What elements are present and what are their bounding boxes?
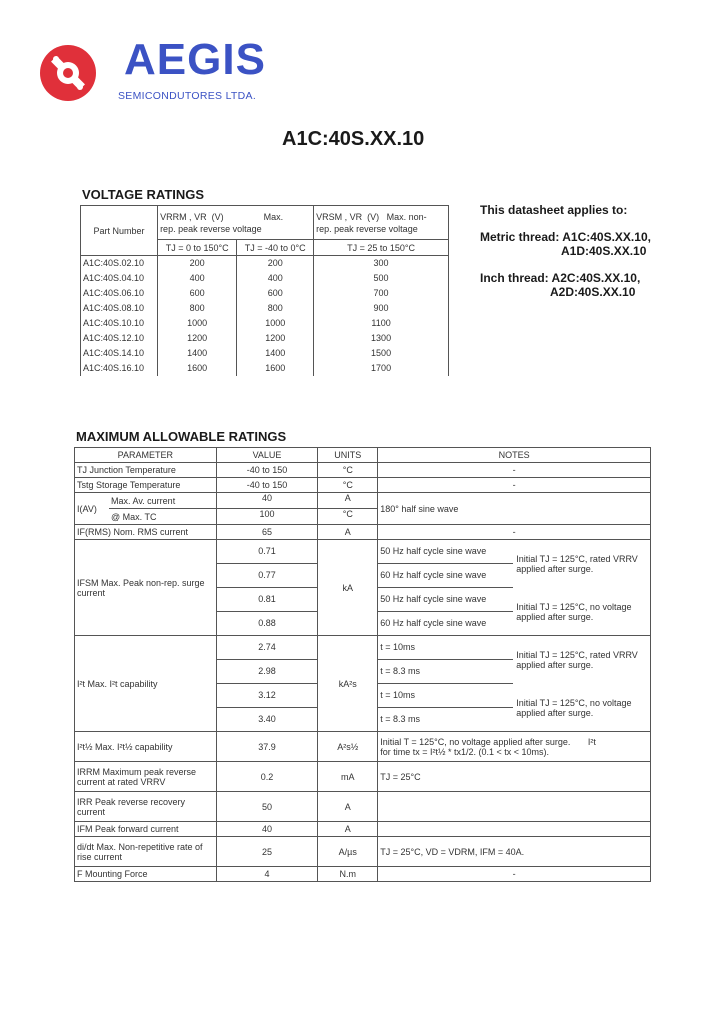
iav-notes: 180° half sine wave <box>378 493 651 525</box>
i2rt-units: A²s½ <box>318 732 378 762</box>
ifsm-note-1: Initial TJ = 125°C, rated VRRV applied after surge. <box>516 554 638 574</box>
irrm-units: mA <box>318 762 378 792</box>
iav-param-2: @ Max. TC <box>111 511 157 522</box>
vrsm-value: 700 <box>314 286 449 301</box>
i2t-cond-4: t = 8.3 ms <box>380 714 420 724</box>
i2t-value-2: 2.98 <box>217 660 318 684</box>
vrrm-value: 1000 <box>158 316 237 331</box>
ifsm-values <box>216 540 318 636</box>
i2t-note-2: Initial TJ = 125°C, no voltage applied after surge. <box>516 697 632 718</box>
vrrm-value: 1600 <box>158 361 237 376</box>
i2t-cond-3: t = 10ms <box>378 684 513 708</box>
header-tj1: TJ = 0 to 150°C <box>158 240 237 256</box>
applies-metric-2: A1D:40S.XX.10 <box>561 244 647 258</box>
applies-inch: Inch thread: A2C:40S.XX.10, <box>480 271 641 285</box>
irr-param: IRR Peak reverse recovery current <box>75 792 217 822</box>
ifsm-value-1: 0.71 <box>217 540 318 564</box>
i2rt-value: 37.9 <box>216 732 318 762</box>
ifsm-cond-2: 60 Hz half cycle sine wave <box>378 564 513 588</box>
vrrm-low-value: 200 <box>237 256 314 271</box>
voltage-row <box>81 256 449 271</box>
force-value: 4 <box>216 867 318 882</box>
vrrm-low-value: 1000 <box>237 316 314 331</box>
vrsm-value: 1700 <box>314 361 449 376</box>
i2t-value-4: 3.40 <box>258 714 276 724</box>
part-number: A1C:40S.16.10 <box>81 361 158 376</box>
max-ratings-title: MAXIMUM ALLOWABLE RATINGS <box>76 429 287 444</box>
brand-name: AEGIS <box>124 35 266 84</box>
header-parameter: PARAMETER <box>75 448 217 463</box>
ifm-units: A <box>318 822 378 837</box>
voltage-row <box>81 346 449 361</box>
irms-units: A <box>318 525 378 540</box>
company-logo <box>40 45 96 101</box>
vrrm-low-value: 600 <box>237 286 314 301</box>
iav-param-1: Max. Av. current <box>109 493 216 509</box>
tj-units: °C <box>318 463 378 478</box>
vrrm-low-value: 400 <box>237 271 314 286</box>
tstg-param: Tstg Storage Temperature <box>75 478 217 493</box>
iav-units-1: A <box>318 493 377 509</box>
header-vrsm <box>314 206 449 240</box>
irrm-notes: TJ = 25°C <box>378 762 651 792</box>
irr-value: 50 <box>216 792 318 822</box>
ifsm-param: IFSM Max. Peak non-rep. surge current <box>75 540 217 636</box>
vrrm-value: 800 <box>158 301 237 316</box>
tj-notes: - <box>378 463 651 478</box>
voltage-ratings-title: VOLTAGE RATINGS <box>82 187 205 202</box>
i2t-cond-1: t = 10ms <box>378 636 513 660</box>
tstg-notes: - <box>378 478 651 493</box>
header-tj2: TJ = -40 to 0°C <box>237 240 314 256</box>
vrsm-value: 900 <box>314 301 449 316</box>
i2t-note-1: Initial TJ = 125°C, rated VRRV applied after surge. <box>516 650 638 670</box>
header-value: VALUE <box>216 448 318 463</box>
vrrm-value: 200 <box>158 256 237 271</box>
didt-notes: TJ = 25°C, VD = VDRM, IFM = 40A. <box>378 837 651 867</box>
irr-notes <box>378 792 651 822</box>
tstg-value: -40 to 150 <box>216 478 318 493</box>
i2t-cond-2: t = 8.3 ms <box>378 660 513 684</box>
header-vrrm-line2: rep. peak reverse voltage <box>160 223 262 234</box>
voltage-row <box>81 331 449 346</box>
part-number: A1C:40S.10.10 <box>81 316 158 331</box>
header-vrrm <box>158 206 314 240</box>
ifsm-cond-3: 50 Hz half cycle sine wave <box>378 588 513 612</box>
vrsm-value: 500 <box>314 271 449 286</box>
document-title: A1C:40S.XX.10 <box>282 128 425 150</box>
ifsm-value-3: 0.81 <box>217 588 318 612</box>
i2t-values <box>216 636 318 732</box>
ifsm-value-2: 0.77 <box>217 564 318 588</box>
part-number: A1C:40S.04.10 <box>81 271 158 286</box>
brand-subtitle: SEMICONDUTORES LTDA. <box>118 90 257 102</box>
vrrm-value: 1400 <box>158 346 237 361</box>
voltage-row <box>81 271 449 286</box>
applies-to-block <box>480 203 651 299</box>
header-vrrm-line1: VRRM , VR (V) Max. <box>160 211 284 222</box>
part-number: A1C:40S.14.10 <box>81 346 158 361</box>
force-notes: - <box>378 867 651 882</box>
ifsm-value-4: 0.88 <box>258 618 276 628</box>
iav-symbol: I(AV) <box>77 503 97 514</box>
didt-param: di/dt Max. Non-repetitive rate of rise current <box>75 837 217 867</box>
irrm-value: 0.2 <box>216 762 318 792</box>
applies-intro: This datasheet applies to: <box>480 203 628 217</box>
max-ratings-table <box>74 447 651 882</box>
iav-value-2: 100 <box>259 509 275 519</box>
header-vrsm-line2: rep. peak reverse voltage <box>316 223 418 234</box>
didt-value: 25 <box>216 837 318 867</box>
i2t-param: I²t Max. I²t capability <box>75 636 217 732</box>
voltage-row <box>81 361 449 376</box>
voltage-row <box>81 301 449 316</box>
vrrm-value: 400 <box>158 271 237 286</box>
header-units: UNITS <box>318 448 378 463</box>
iav-units <box>318 493 378 525</box>
irms-value: 65 <box>216 525 318 540</box>
iav-value-1: 40 <box>217 493 318 509</box>
ifsm-cond-4: 60 Hz half cycle sine wave <box>380 618 487 628</box>
ifm-notes <box>378 822 651 837</box>
applies-metric: Metric thread: A1C:40S.XX.10, <box>480 230 651 244</box>
part-number: A1C:40S.12.10 <box>81 331 158 346</box>
irms-notes: - <box>378 525 651 540</box>
vrrm-value: 600 <box>158 286 237 301</box>
ifsm-cond-1: 50 Hz half cycle sine wave <box>378 540 513 564</box>
voltage-row <box>81 286 449 301</box>
voltage-row <box>81 316 449 331</box>
i2rt-notes-line2: for time tx = I²t½ * tx1/2. (0.1 < tx < 10ms). <box>380 746 550 757</box>
header-notes: NOTES <box>378 448 651 463</box>
part-number: A1C:40S.06.10 <box>81 286 158 301</box>
vrrm-low-value: 800 <box>237 301 314 316</box>
i2t-value-1: 2.74 <box>217 636 318 660</box>
ifm-param: IFM Peak forward current <box>75 822 217 837</box>
part-number: A1C:40S.02.10 <box>81 256 158 271</box>
vrsm-value: 1300 <box>314 331 449 346</box>
irms-param: IF(RMS) Nom. RMS current <box>75 525 217 540</box>
force-units: N.m <box>318 867 378 882</box>
ifm-value: 40 <box>216 822 318 837</box>
i2rt-notes-line1: Initial T = 125°C, no voltage applied after surge. I²t <box>380 736 596 747</box>
iav-value <box>216 493 318 525</box>
vrsm-value: 1100 <box>314 316 449 331</box>
tj-value: -40 to 150 <box>216 463 318 478</box>
force-param: F Mounting Force <box>75 867 217 882</box>
irr-units: A <box>318 792 378 822</box>
irrm-param: IRRM Maximum peak reverse current at rated VRRV <box>75 762 217 792</box>
header-tj3: TJ = 25 to 150°C <box>314 240 449 256</box>
iav-units-2: °C <box>342 509 353 519</box>
ifsm-units: kA <box>318 540 378 636</box>
header-part-number: Part Number <box>81 206 158 256</box>
applies-inch-2: A2D:40S.XX.10 <box>550 285 636 299</box>
didt-units: A/µs <box>318 837 378 867</box>
iav-param <box>75 493 217 525</box>
i2rt-param: I²t½ Max. I²t½ capability <box>75 732 217 762</box>
vrrm-low-value: 1600 <box>237 361 314 376</box>
vrsm-value: 300 <box>314 256 449 271</box>
i2t-notes <box>378 636 651 732</box>
tj-param: TJ Junction Temperature <box>75 463 217 478</box>
vrrm-value: 1200 <box>158 331 237 346</box>
tstg-units: °C <box>318 478 378 493</box>
i2t-units: kA²s <box>318 636 378 732</box>
vrsm-value: 1500 <box>314 346 449 361</box>
part-number: A1C:40S.08.10 <box>81 301 158 316</box>
i2t-value-3: 3.12 <box>217 684 318 708</box>
voltage-ratings-table <box>80 205 449 376</box>
i2rt-notes <box>378 732 651 762</box>
vrrm-low-value: 1400 <box>237 346 314 361</box>
vrrm-low-value: 1200 <box>237 331 314 346</box>
header-vrsm-line1: VRSM , VR (V) Max. non- <box>316 211 427 222</box>
voltage-ratings-body <box>81 256 449 376</box>
ifsm-notes <box>378 540 651 636</box>
ifsm-note-2: Initial TJ = 125°C, no voltage applied after surge. <box>516 601 632 622</box>
